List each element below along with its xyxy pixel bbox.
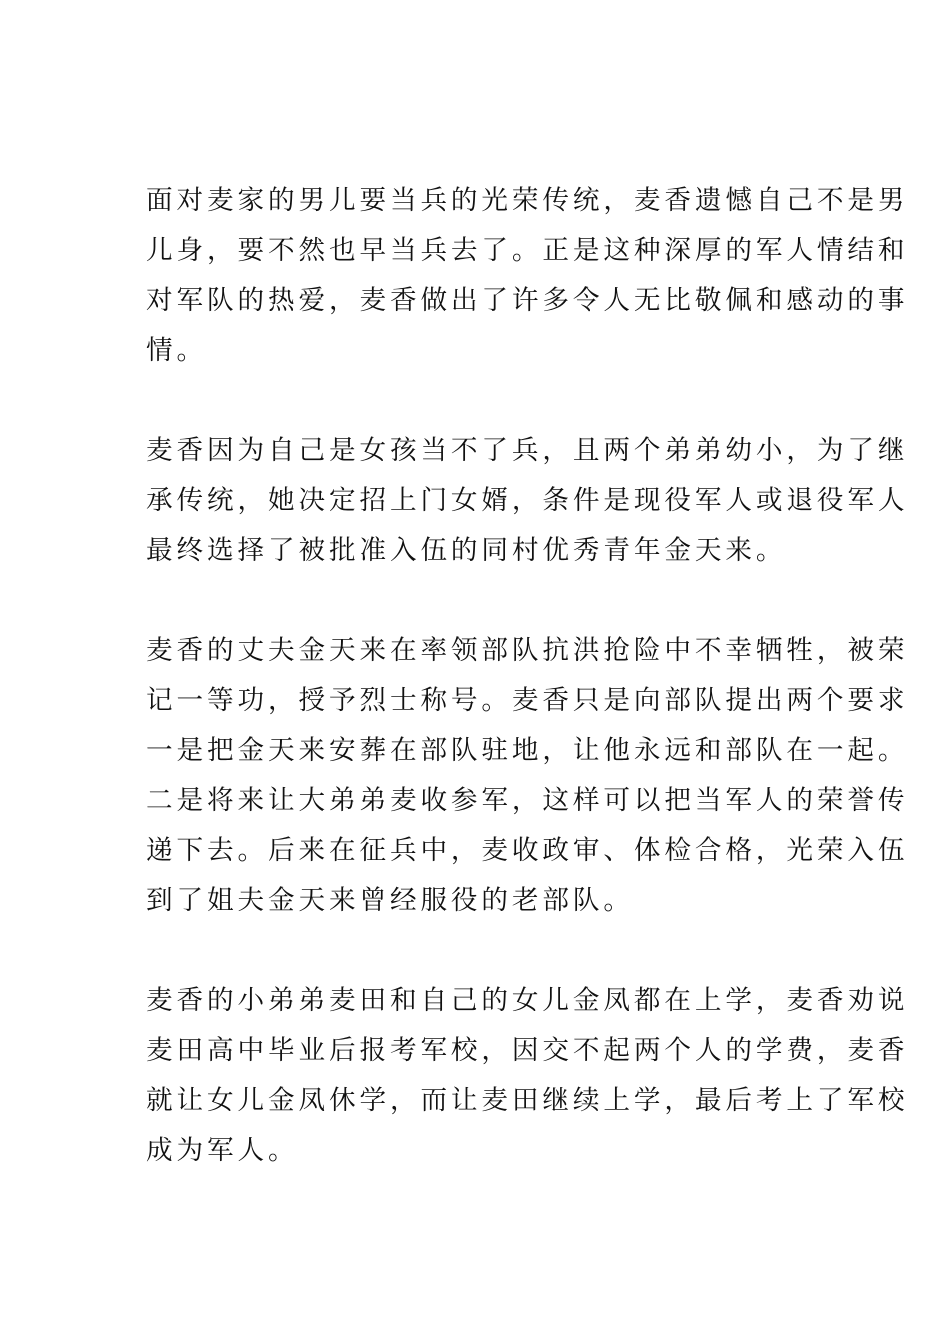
text-line: 麦香的丈夫金天来在率领部队抗洪抢险中不幸牺牲，被荣 [146, 635, 909, 666]
text-line: 麦香的小弟弟麦田和自己的女儿金凤都在上学，麦香劝说 [146, 985, 909, 1016]
text-line: 面对麦家的男儿要当兵的光荣传统，麦香遗憾自己不是男 [146, 185, 909, 216]
paragraph-gap [146, 926, 808, 976]
text-line: 情。 [146, 335, 207, 366]
paragraph-4 [146, 976, 909, 1176]
document-body [146, 176, 909, 1176]
text-line: 儿身，要不然也早当兵去了。正是这种深厚的军人情结和 [146, 235, 909, 266]
text-line: 二是将来让大弟弟麦收参军，这样可以把当军人的荣誉传 [146, 785, 909, 816]
text-line: 成为军人。 [146, 1135, 299, 1166]
paragraph-2 [146, 426, 909, 576]
text-line: 到了姐夫金天来曾经服役的老部队。 [146, 885, 634, 916]
paragraph-1 [146, 176, 909, 376]
text-line: 一是把金天来安葬在部队驻地，让他永远和部队在一起。 [146, 735, 909, 766]
paragraph-3 [146, 626, 909, 926]
paragraph-gap [146, 576, 808, 626]
text-line: 最终选择了被批准入伍的同村优秀青年金天来。 [146, 535, 787, 566]
paragraph-gap [146, 376, 808, 426]
text-line: 记一等功，授予烈士称号。麦香只是向部队提出两个要求 [146, 685, 909, 716]
text-line: 麦田高中毕业后报考军校，因交不起两个人的学费，麦香 [146, 1035, 909, 1066]
text-line: 递下去。后来在征兵中，麦收政审、体检合格，光荣入伍 [146, 835, 909, 866]
text-line: 麦香因为自己是女孩当不了兵，且两个弟弟幼小，为了继 [146, 435, 909, 466]
text-line: 承传统，她决定招上门女婿，条件是现役军人或退役军人 [146, 485, 909, 516]
text-line: 就让女儿金凤休学，而让麦田继续上学，最后考上了军校 [146, 1085, 909, 1116]
text-line: 对军队的热爱，麦香做出了许多令人无比敬佩和感动的事 [146, 285, 909, 316]
